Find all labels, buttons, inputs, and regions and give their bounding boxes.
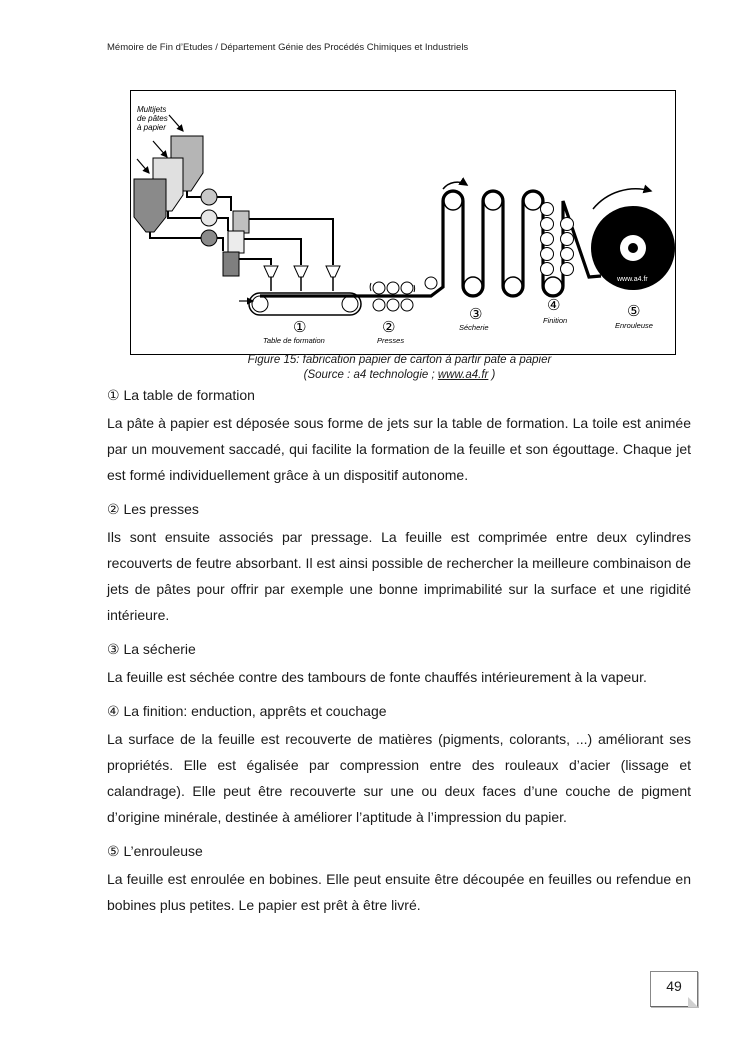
section-text-finition: La surface de la feuille est recouverte de matières (pigments, colorants, ...) améliorant ses propriétés. Elle est égalisée par compression entre des rouleaux d’acier (lissage et calandrage). Elle peut être recouverte sur une ou deux faces d’une couche de pigment d’origine minérale, destinée à améliorer l’aptitude à l’impression du papier.: [107, 731, 691, 825]
source-link[interactable]: www.a4.fr: [437, 369, 489, 381]
paper-machine-diagram: [131, 91, 675, 354]
section-heading-secherie: ③ La sécherie: [107, 641, 196, 657]
section-text-formation: La pâte à papier est déposée sous forme de jets sur la table de formation. La toile est animée par un mouvement saccadé, qui facilite la formation de la feuille et son égouttage. Chaque jet est formé individuellement grâce à un dispositif autonome.: [107, 415, 691, 483]
label-num-1: ①: [293, 318, 307, 336]
label-table: Table de formation: [263, 336, 325, 345]
tank-2: [228, 231, 244, 253]
figure-caption: Figure 15: fabrication papier de carton à partir pate a papier: [247, 354, 552, 366]
section-text-presses: Ils sont ensuite associés par pressage. La feuille est comprimée entre deux cylindres recouverts de feutre absorbant. Il est ainsi possible de rechercher la meilleure combinaison de jets de pâtes pour offrir par exemple une bonne imprimabilité sur la surface et une rigidité intérieure.: [107, 529, 691, 623]
pump-3: [201, 230, 217, 246]
section-heading-formation: ① La table de formation: [107, 387, 255, 403]
label-secherie: Sécherie: [459, 323, 489, 332]
tank-3: [223, 252, 239, 276]
page-number-text: 49: [666, 978, 682, 994]
label-enrouleuse: Enrouleuse: [615, 321, 653, 330]
hopper-1: [134, 179, 166, 232]
label-finition: Finition: [543, 316, 568, 325]
label-presses: Presses: [377, 336, 405, 345]
section-text-enrouleuse: La feuille est enroulée en bobines. Elle peut ensuite être découpée en feuilles ou refendue en bobines plus petites. Le papier est prêt à être livré.: [107, 871, 691, 913]
tank-1: [233, 211, 249, 233]
multijets-label-3: à papier: [137, 123, 166, 132]
label-num-4: ④: [547, 296, 561, 314]
source-suffix: ): [488, 369, 496, 381]
section-heading-finition: ④ La finition: enduction, apprêts et couchage: [107, 703, 387, 719]
label-num-5: ⑤: [627, 302, 641, 320]
label-num-2: ②: [382, 318, 396, 336]
label-num-3: ③: [469, 305, 483, 323]
page-header: Mémoire de Fin d’Etudes / Département Génie des Procédés Chimiques et Industriels: [107, 42, 469, 53]
source-prefix: (Source : a4 technologie ;: [303, 369, 438, 381]
section-heading-enrouleuse: ⑤ L’enrouleuse: [107, 843, 203, 859]
section-text-secherie: La feuille est séchée contre des tambours de fonte chauffés intérieurement à la vapeur.: [107, 669, 647, 685]
multijets-label-2: de pâtes: [137, 114, 168, 123]
body-content: [107, 384, 691, 928]
page-fold-icon: [688, 997, 698, 1007]
presses: [370, 277, 437, 311]
multijets-label-1: Multijets: [137, 105, 167, 114]
pump-1: [201, 189, 217, 205]
section-heading-presses: ② Les presses: [107, 501, 199, 517]
process-diagram: [130, 90, 676, 355]
figure-source: [107, 369, 692, 381]
page-number: [650, 971, 698, 1007]
watermark: www.a4.fr: [617, 276, 648, 283]
pump-2: [201, 210, 217, 226]
